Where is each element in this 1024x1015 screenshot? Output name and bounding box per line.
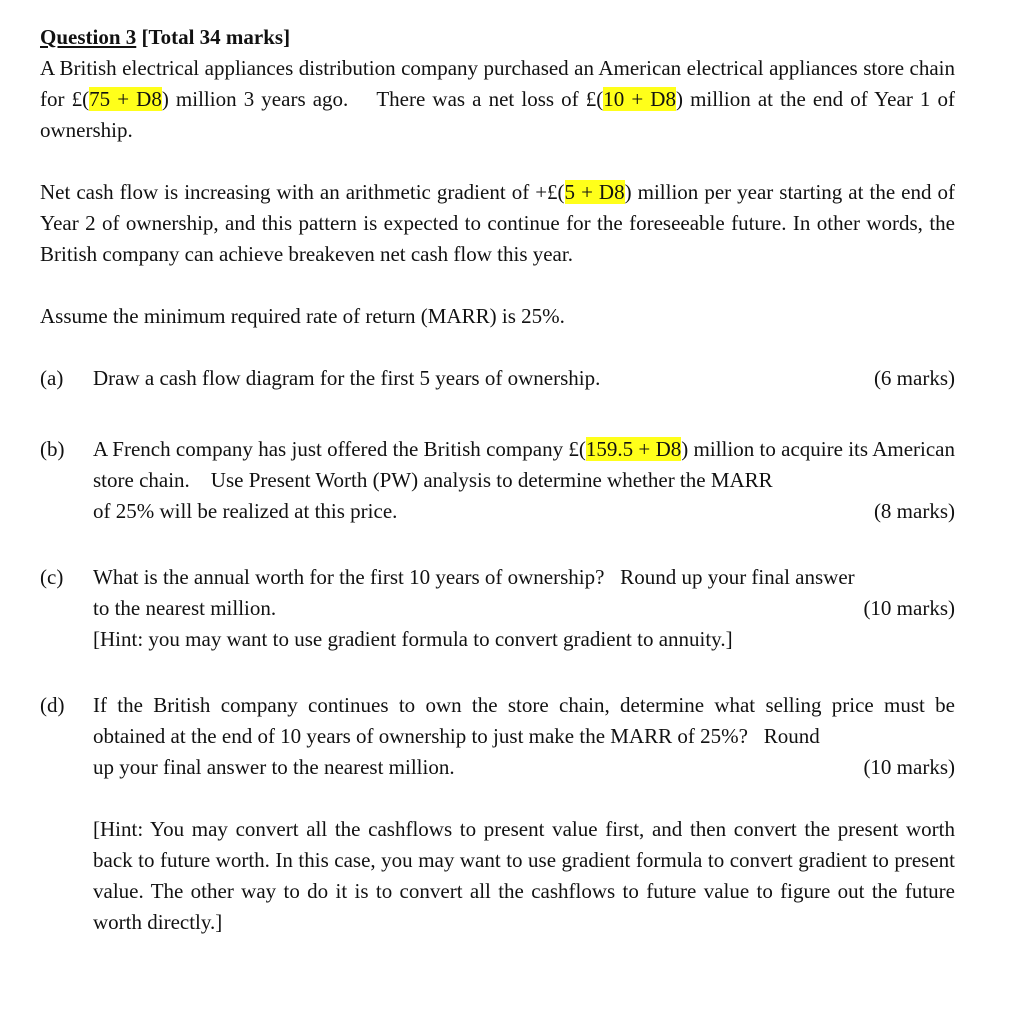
intro-text: ) million per year starting at the end of Year 2 of ownership, and this pattern is expected to continue for the foreseeable future. In other words, the British company can achieve breakeven net cash flow this year. — [40, 180, 955, 266]
intro-text: Net cash flow is increasing with an arithmetic gradient of +£( — [40, 180, 565, 204]
part-b-text — [93, 434, 961, 496]
part-d-text: If the British company continues to own the store chain, determine what selling price must be obtained at the end of 10 years of ownership to just make the MARR of 25%? Round — [93, 693, 961, 748]
part-a-text: Draw a cash flow diagram for the first 5 years of ownership. — [93, 366, 601, 390]
question-document — [40, 22, 961, 938]
question-number: Question 3 — [40, 25, 137, 49]
intro-text: ) million 3 years ago. There was a net loss of £( — [161, 87, 604, 111]
highlight-purchase-price: 75 + D8 — [89, 87, 162, 111]
part-b-last-line: of 25% will be realized at this price. — [93, 499, 398, 523]
part-a-label: (a) — [40, 366, 64, 390]
intro-text: A British electrical appliances distribution company purchased an American electrical appliances store chain for £( — [40, 56, 955, 111]
part-d-label: (d) — [40, 693, 65, 717]
part-a — [40, 363, 955, 394]
highlight-offer-price: 159.5 + D8 — [585, 437, 682, 461]
intro-paragraph-2 — [40, 177, 955, 270]
part-c-hint: [Hint: you may want to use gradient formula to convert gradient to annuity.] — [93, 627, 733, 651]
part-b-marks: (8 marks) — [873, 499, 955, 523]
highlight-gradient: 5 + D8 — [564, 180, 625, 204]
part-c-label: (c) — [40, 565, 64, 589]
part-d — [40, 690, 961, 938]
part-a-marks: (6 marks) — [873, 366, 955, 390]
part-b-label: (b) — [40, 437, 65, 461]
intro-paragraph-3: Assume the minimum required rate of return (MARR) is 25%. — [40, 304, 565, 328]
part-c-marks: (10 marks) — [863, 596, 955, 620]
part-b-text-segment: ) million to acquire its American store chain. Use Present Worth (PW) analysis to determine whether the MARR — [93, 437, 961, 492]
highlight-net-loss: 10 + D8 — [603, 87, 676, 111]
part-d-marks: (10 marks) — [863, 755, 955, 779]
part-c-last-line: to the nearest million. — [93, 596, 277, 620]
question-total-marks: [Total 34 marks] — [141, 25, 291, 49]
part-b — [40, 434, 961, 527]
intro-paragraph-1 — [40, 53, 955, 146]
part-c — [40, 562, 955, 655]
part-c-text: What is the annual worth for the first 10 years of ownership? Round up your final answer — [93, 565, 855, 589]
part-d-last-line: up your final answer to the nearest million. — [93, 755, 455, 779]
part-b-text-segment: A French company has just offered the British company £( — [93, 437, 586, 461]
question-heading — [40, 22, 955, 53]
part-d-hint: [Hint: You may convert all the cashflows to present value first, and then convert the present worth back to future worth. In this case, you may want to use gradient formula to convert gradient to present value. The other way to do it is to convert all the cashflows to future value to figure out the future worth directly.] — [93, 817, 955, 934]
intro-text: ) million at the end of Year 1 of ownership. — [40, 87, 956, 142]
